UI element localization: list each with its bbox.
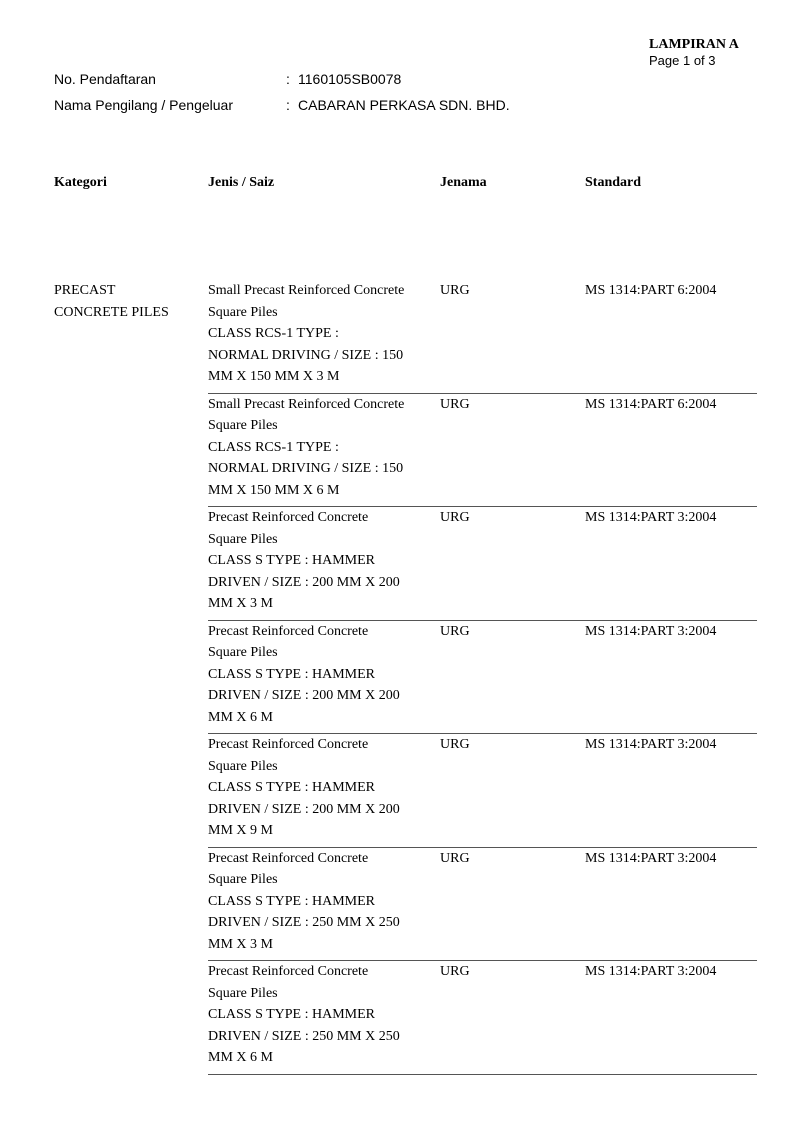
- column-header-jenama: Jenama: [440, 175, 487, 190]
- jenis-saiz-line: CLASS S TYPE : HAMMER: [208, 780, 376, 795]
- standard-cell: MS 1314:PART 3:2004: [585, 737, 717, 752]
- jenis-saiz-line: Precast Reinforced Concrete: [208, 623, 369, 639]
- jenis-saiz-line: MM X 9 M: [208, 823, 273, 838]
- jenis-saiz-line: NORMAL DRIVING / SIZE : 150: [208, 347, 404, 363]
- jenis-saiz-line: CLASS RCS-1 TYPE :: [208, 439, 339, 455]
- registration-label: No. Pendaftaran: [54, 71, 156, 87]
- jenis-saiz-line: Square Piles: [208, 758, 278, 774]
- jenis-saiz-line: NORMAL DRIVING / SIZE : 150: [208, 461, 404, 476]
- jenis-saiz-line: DRIVEN / SIZE : 200 MM X 200: [208, 688, 400, 703]
- jenis-saiz-cell: [208, 507, 433, 615]
- jenis-saiz-line: DRIVEN / SIZE : 250 MM X 250: [208, 915, 400, 930]
- jenis-saiz-line: MM X 6 M: [208, 1050, 273, 1065]
- jenis-saiz-line: Precast Reinforced Concrete: [208, 964, 369, 979]
- jenis-saiz-cell: [208, 848, 433, 956]
- category-line: CONCRETE PILES: [54, 304, 169, 320]
- maker-value: CABARAN PERKASA SDN. BHD.: [298, 97, 510, 113]
- standard-cell: MS 1314:PART 3:2004: [585, 964, 717, 979]
- maker-label: Nama Pengilang / Pengeluar: [54, 97, 234, 113]
- jenis-saiz-line: Square Piles: [208, 645, 278, 660]
- jenis-saiz-line: MM X 150 MM X 3 M: [208, 369, 340, 384]
- table-row: [208, 961, 757, 1075]
- jenis-saiz-line: DRIVEN / SIZE : 200 MM X 200: [208, 801, 400, 817]
- jenis-saiz-line: CLASS S TYPE : HAMMER: [208, 666, 376, 682]
- registration-value: 1160105SB0078: [298, 71, 402, 87]
- jenis-saiz-line: Square Piles: [208, 872, 278, 887]
- jenama-cell: URG: [440, 283, 470, 298]
- jenis-saiz-line: DRIVEN / SIZE : 200 MM X 200: [208, 574, 400, 590]
- table-row: [208, 280, 757, 394]
- jenama-cell: URG: [440, 510, 470, 525]
- table-row: [208, 848, 757, 962]
- jenis-saiz-line: CLASS S TYPE : HAMMER: [208, 893, 376, 909]
- jenis-saiz-cell: [208, 621, 433, 729]
- column-header-kategori: Kategori: [54, 175, 107, 190]
- standard-cell: MS 1314:PART 3:2004: [585, 623, 717, 639]
- table-row: [208, 734, 757, 848]
- jenis-saiz-line: CLASS S TYPE : HAMMER: [208, 1007, 376, 1022]
- registration-colon: :: [286, 71, 290, 87]
- jenis-saiz-line: Precast Reinforced Concrete: [208, 850, 369, 866]
- jenama-cell: URG: [440, 737, 470, 752]
- jenis-saiz-line: Square Piles: [208, 985, 278, 1001]
- jenama-cell: URG: [440, 964, 470, 979]
- standard-cell: MS 1314:PART 6:2004: [585, 283, 717, 298]
- category-line: PRECAST: [54, 283, 116, 298]
- page-number: Page 1 of 3: [649, 53, 716, 68]
- jenis-saiz-line: MM X 3 M: [208, 936, 273, 952]
- jenis-saiz-cell: [208, 734, 433, 842]
- jenis-saiz-cell: [208, 280, 433, 388]
- jenis-saiz-line: MM X 6 M: [208, 709, 273, 725]
- product-table-body: [208, 280, 757, 1075]
- jenama-cell: URG: [440, 396, 470, 412]
- jenis-saiz-cell: [208, 394, 433, 502]
- jenis-saiz-line: CLASS RCS-1 TYPE :: [208, 326, 339, 341]
- category-cell: [54, 280, 194, 323]
- maker-colon: :: [286, 97, 290, 113]
- jenama-cell: URG: [440, 623, 470, 639]
- jenis-saiz-line: DRIVEN / SIZE : 250 MM X 250: [208, 1028, 400, 1044]
- jenis-saiz-line: Precast Reinforced Concrete: [208, 737, 369, 752]
- standard-cell: MS 1314:PART 6:2004: [585, 396, 717, 412]
- standard-cell: MS 1314:PART 3:2004: [585, 510, 717, 525]
- jenis-saiz-line: Square Piles: [208, 304, 278, 320]
- jenis-saiz-line: MM X 150 MM X 6 M: [208, 482, 340, 498]
- table-row: [208, 394, 757, 508]
- jenis-saiz-line: CLASS S TYPE : HAMMER: [208, 553, 376, 568]
- column-header-standard: Standard: [585, 175, 642, 190]
- jenis-saiz-line: Small Precast Reinforced Concrete: [208, 283, 405, 298]
- jenis-saiz-line: Square Piles: [208, 418, 278, 433]
- table-row: [208, 507, 757, 621]
- jenama-cell: URG: [440, 850, 470, 866]
- jenis-saiz-cell: [208, 961, 433, 1069]
- jenis-saiz-line: Square Piles: [208, 531, 278, 547]
- appendix-label: LAMPIRAN A: [649, 37, 739, 52]
- column-header-jenis: Jenis / Saiz: [208, 175, 275, 190]
- table-row: [208, 621, 757, 735]
- jenis-saiz-line: Precast Reinforced Concrete: [208, 510, 369, 525]
- standard-cell: MS 1314:PART 3:2004: [585, 850, 717, 866]
- jenis-saiz-line: MM X 3 M: [208, 596, 273, 611]
- jenis-saiz-line: Small Precast Reinforced Concrete: [208, 396, 405, 412]
